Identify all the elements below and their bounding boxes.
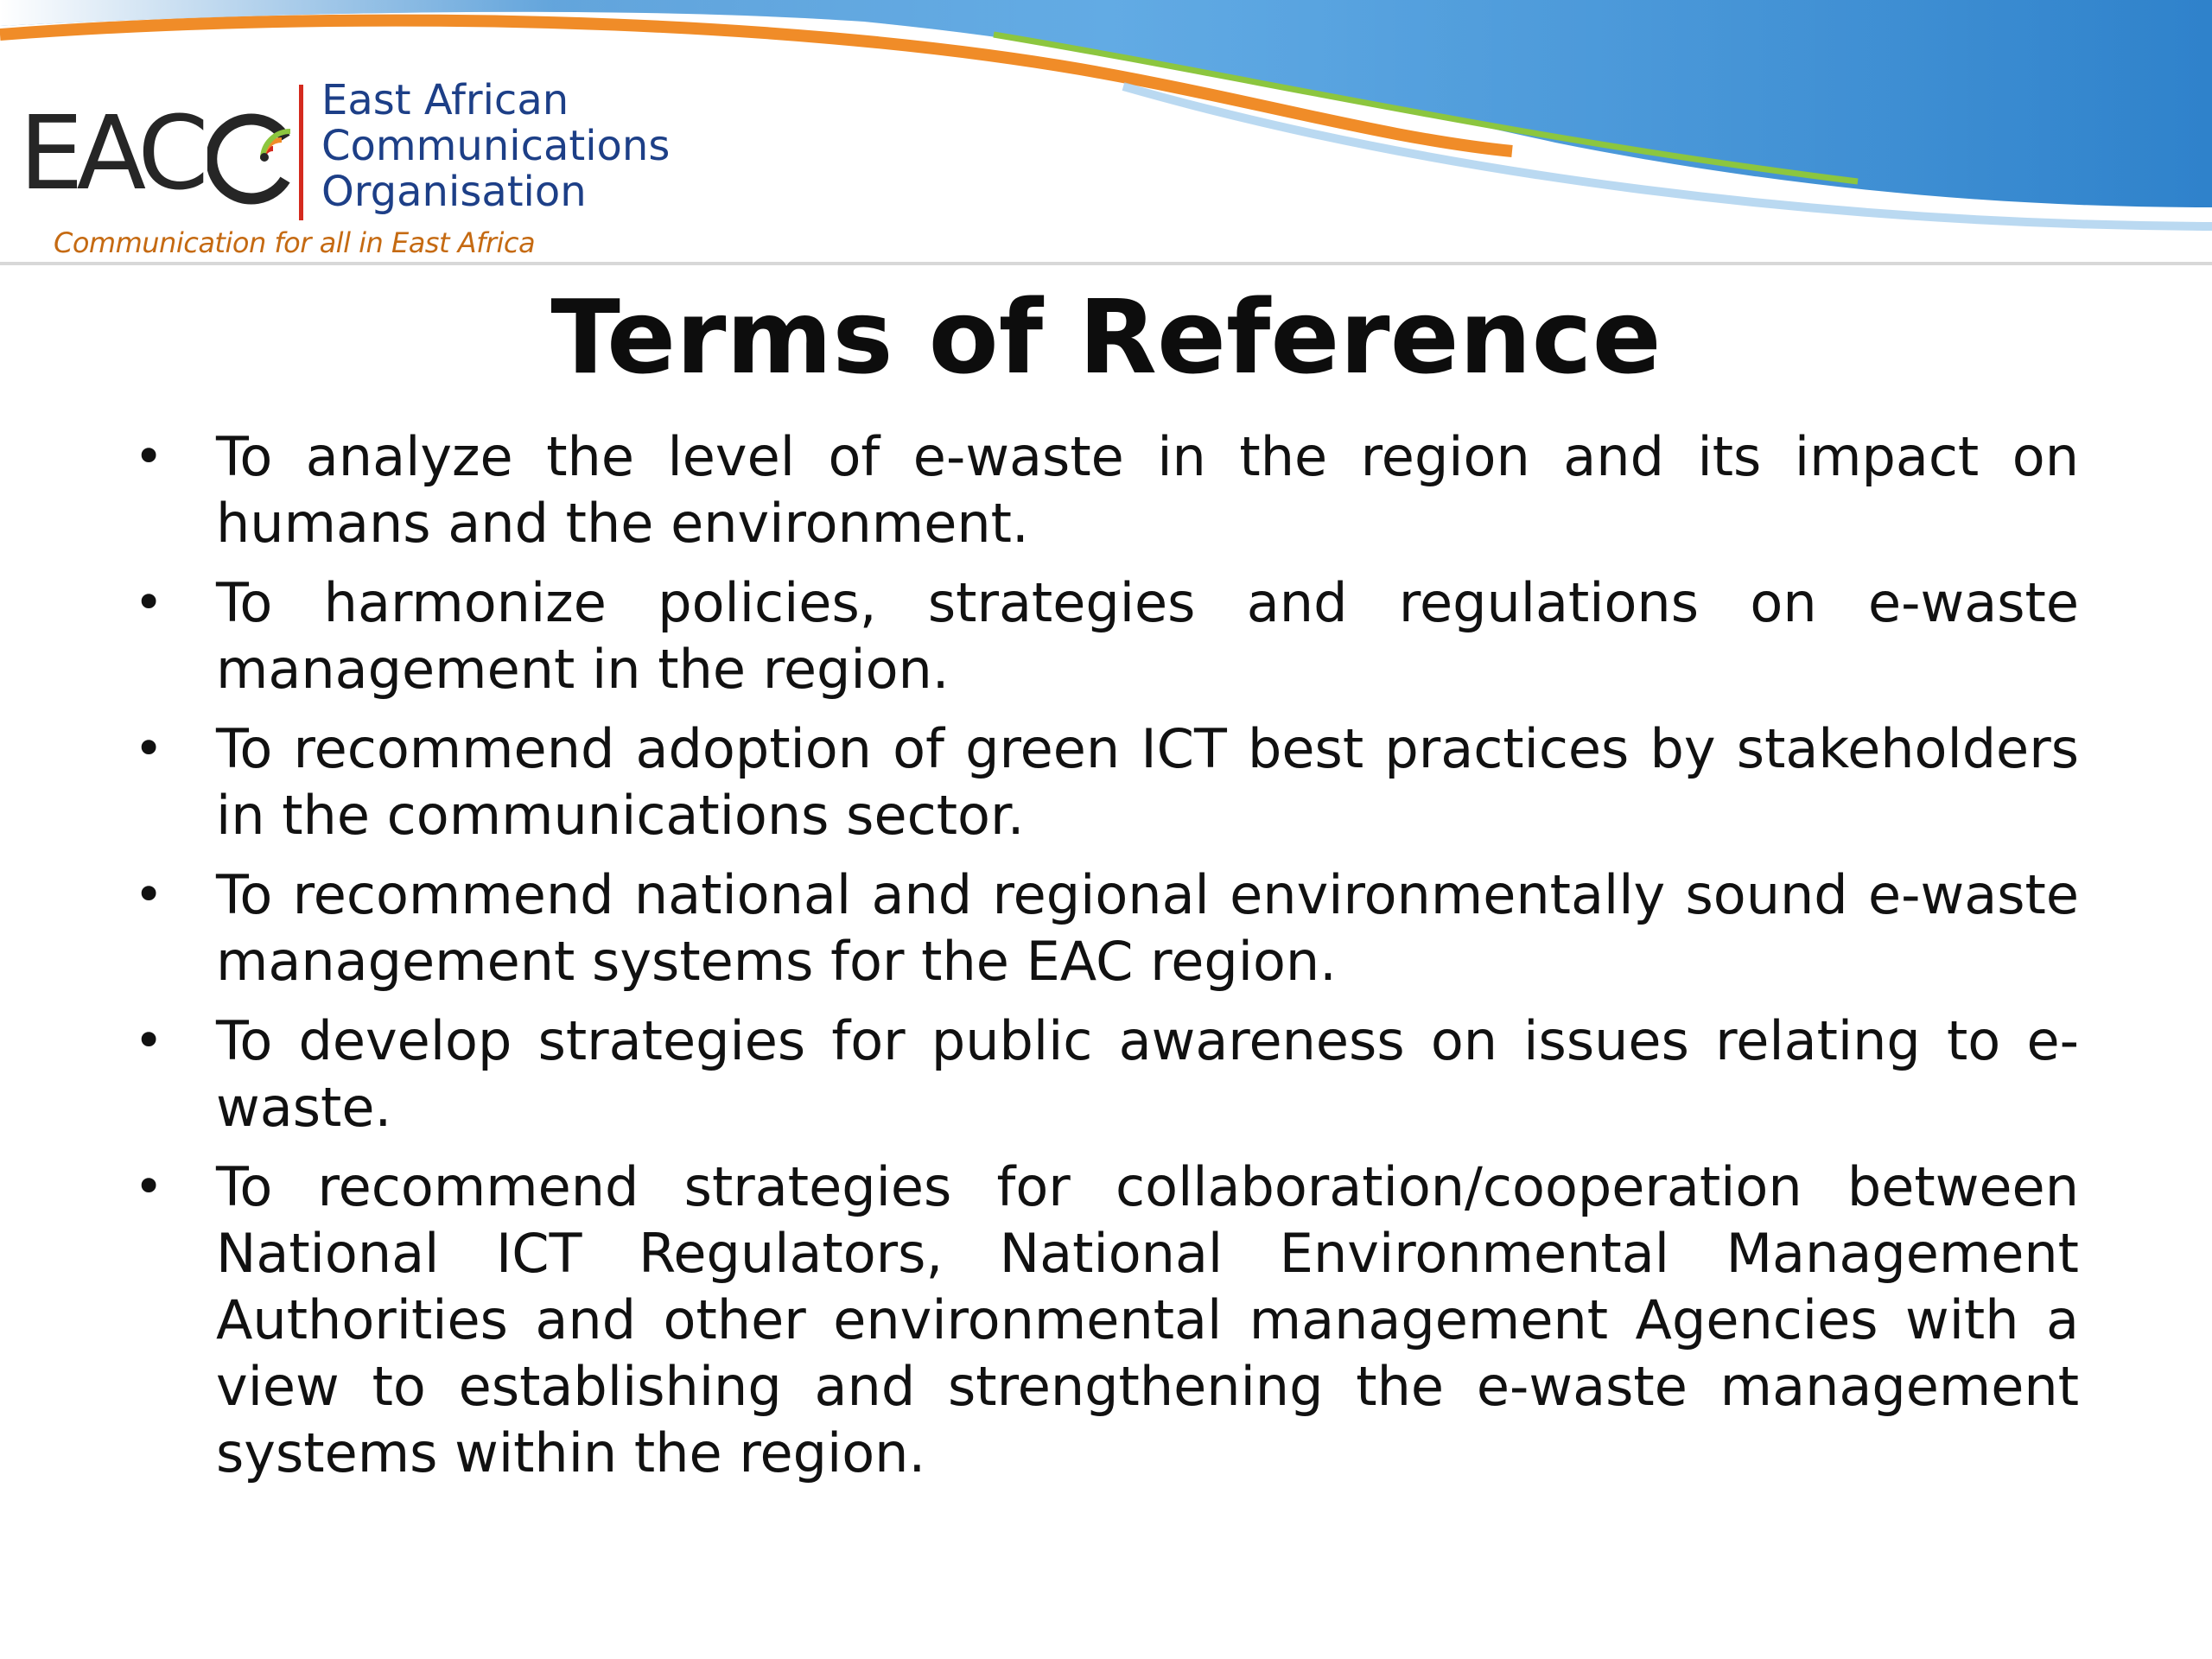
logo-divider — [299, 85, 303, 220]
bullet-dot-icon: • — [134, 1011, 164, 1070]
terms-bullet-list — [130, 423, 2079, 1499]
logo-name-line: East African — [321, 76, 569, 124]
logo-name-line: Organisation — [321, 168, 587, 216]
bullet-text: To recommend adoption of green ICT best practices by stakeholders in the communications sector. — [216, 717, 2079, 847]
bullet-dot-icon: • — [134, 719, 164, 778]
bullet-dot-icon: • — [134, 427, 164, 486]
bullet-text: To analyze the level of e-waste in the region and its impact on humans and the environment. — [216, 425, 2079, 555]
bullet-text: To recommend national and regional environmentally sound e-waste management systems for the EAC region. — [216, 863, 2079, 993]
eaco-logo — [19, 69, 710, 268]
slide-header — [0, 0, 2212, 270]
bullet-item — [130, 715, 2079, 849]
bullet-text: To recommend strategies for collaboration/cooperation between National ICT Regulators, National Environmental Management Authorities and other environmental management Agencies with a view to establishing and strengthening the e-waste management systems within the region. — [216, 1155, 2079, 1484]
logo-organisation-name — [321, 78, 670, 215]
bullet-dot-icon: • — [134, 1157, 164, 1216]
bullet-text: To harmonize policies, strategies and regulations on e-waste management in the region. — [216, 571, 2079, 701]
bullet-item — [130, 1007, 2079, 1141]
slide-title: Terms of Reference — [550, 277, 1662, 397]
bullet-item — [130, 423, 2079, 556]
logo-abbreviation: EAC — [19, 93, 202, 213]
bullet-item — [130, 1154, 2079, 1486]
bullet-item — [130, 569, 2079, 702]
bullet-dot-icon: • — [134, 865, 164, 924]
bullet-text: To develop strategies for public awareness on issues relating to e-waste. — [216, 1009, 2079, 1139]
logo-tagline: Communication for all in East Africa — [54, 226, 536, 259]
eaco-logo-mark-icon — [207, 112, 301, 206]
bullet-item — [130, 861, 2079, 995]
bullet-dot-icon: • — [134, 573, 164, 632]
logo-name-line: Communications — [321, 122, 671, 170]
